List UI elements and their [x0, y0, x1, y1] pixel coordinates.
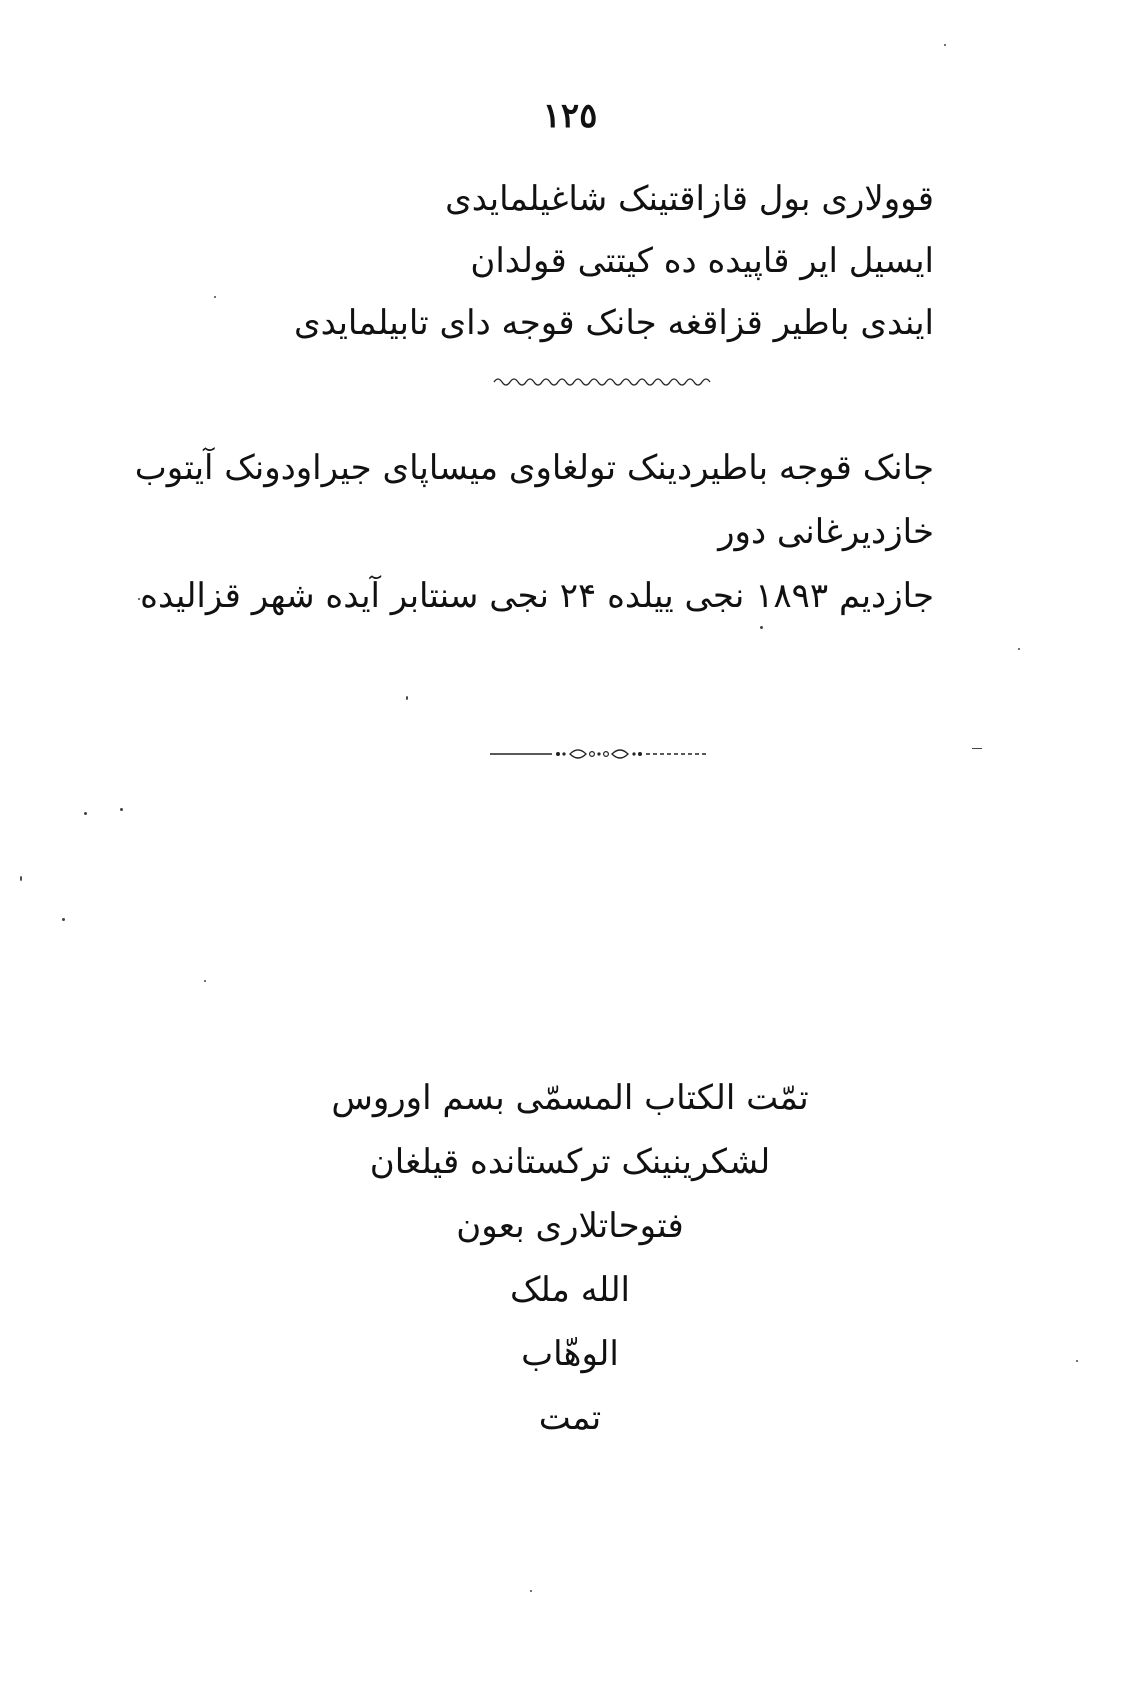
paper-speck: [944, 44, 946, 46]
closing-line: فتوحاتلاری بعون: [456, 1206, 684, 1246]
paper-speck: [138, 598, 140, 600]
paper-speck: [120, 808, 123, 811]
colophon-line: جانک قوجه باطیردینک تولغاوی میساپای جیراودونک آیتوب: [134, 448, 934, 488]
paper-speck: [204, 980, 206, 982]
paper-speck: [406, 696, 408, 700]
paper-speck: [972, 748, 982, 749]
paper-speck: [84, 812, 87, 815]
colophon-note: [134, 436, 934, 628]
closing-line: لشکرینینک ترکستانده قیلغان: [369, 1142, 771, 1182]
poem-line: ایندی باطیر قزاقغه جانک قوجه دای تابیلمایدی: [294, 303, 934, 343]
poem-line: قوولاری بول قازاقتینک شاغیلمایدی: [445, 179, 934, 219]
colophon-line: جازدیم ۱۸۹۳ نجی ییلده ۲۴ نجی سنتابر آیده شهر قزالیده: [140, 576, 934, 616]
closing-line: الله ملک: [510, 1270, 630, 1310]
page-number: ١٢٥: [542, 96, 598, 136]
closing-line: تمّت الکتاب المسمّی بسم اوروس: [331, 1078, 809, 1118]
closing-line: الوهّاب: [521, 1334, 619, 1374]
paper-speck: [214, 296, 216, 298]
paper-speck: [760, 626, 763, 629]
poem-line: ایسیل ایر قاپیده ده کیتتی قولدان: [470, 241, 934, 281]
closing-line: تمت: [538, 1398, 602, 1438]
paper-speck: [1076, 1360, 1078, 1362]
ornamental-divider: [490, 742, 708, 766]
paper-speck: [62, 918, 65, 921]
wavy-divider: [492, 374, 716, 390]
colophon-line: خازدیرغانی دور: [718, 512, 934, 552]
paper-speck: [20, 876, 22, 881]
paper-speck: [530, 1590, 532, 1592]
closing-formula: [0, 1066, 1140, 1450]
poem-stanza: [234, 168, 934, 354]
paper-speck: [1018, 648, 1020, 650]
